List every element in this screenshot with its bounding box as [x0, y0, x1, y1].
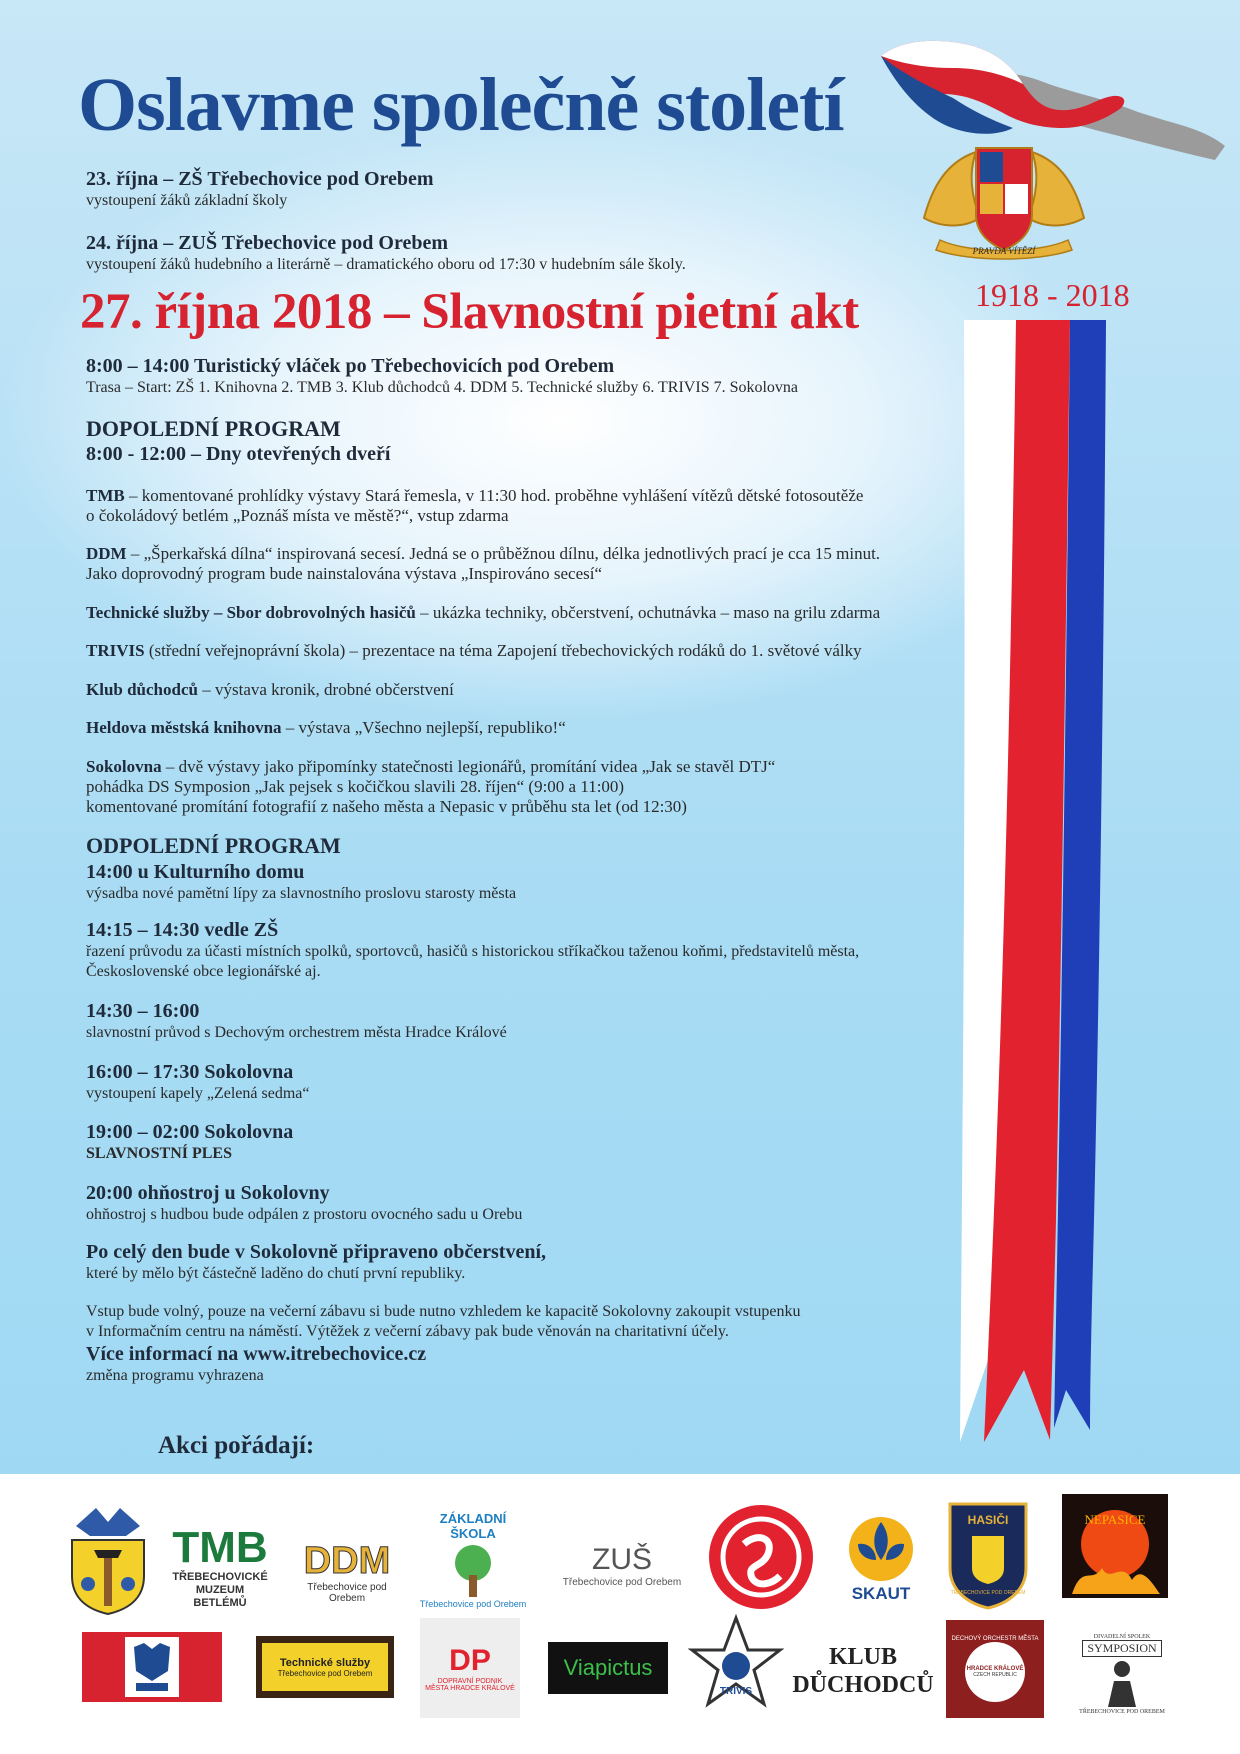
technicke-sluzby-logo [256, 1636, 394, 1698]
afternoon-title [86, 833, 966, 859]
afternoon-item-text: ohňostroj s hudbou bude odpálen z prostoru ovocného sadu u Orebu [86, 1206, 523, 1223]
main-heading: 27. října 2018 – Slavnostní pietní akt [80, 284, 859, 340]
item-name: Sokolovna [86, 757, 162, 776]
item-name: Technické služby – Sbor dobrovolných hasičů [86, 603, 416, 622]
klub-duchodcu-logo [792, 1636, 934, 1706]
symposion-logo-text: SYMPOSION [1082, 1640, 1161, 1657]
refreshments-heading: Po celý den bude v Sokolovně připraveno občerstvení, [86, 1241, 547, 1263]
viapictus-logo-text: Viapictus [563, 1655, 653, 1680]
morning-item [86, 486, 966, 526]
item-name: TMB [86, 486, 125, 505]
item-text: – výstava kronik, drobné občerstvení [197, 680, 454, 699]
anniversary-years: 1918 - 2018 [975, 277, 1130, 313]
lily-icon [846, 1514, 916, 1584]
pre-event-1 [86, 167, 966, 211]
morning-item [86, 680, 966, 700]
footer-line-1: Vstup bude volný, pouze na večerní zábavu si bude nutno vzhledem ke kapacitě Sokolovny zakoupit vstupenku [86, 1303, 801, 1320]
afternoon-item-heading: 14:15 – 14:30 vedle ZŠ [86, 919, 279, 941]
pre-event-text: vystoupení žáků hudebního a literárně – dramatického oboru od 17:30 v hudebním sále školy. [86, 256, 686, 273]
zus-logo-text: ZUŠ [592, 1542, 652, 1576]
morning-item [86, 718, 966, 738]
trivis-logo [688, 1614, 784, 1720]
tmb-logo [166, 1514, 274, 1620]
item-text: – „Šperkařská dílna“ inspirovaná secesí. Jedná se o průběžnou dílnu, délka jednotlivých prací je cca 15 minut. [126, 544, 881, 563]
afternoon-item-text: řazení průvodu za účasti místních spolků, sportovců, hasičů s historickou stříkačkou taženou koňmi, představitelů města, [86, 943, 860, 960]
afternoon-item [86, 1120, 966, 1164]
morning-item [86, 641, 966, 661]
afternoon-item [86, 1181, 966, 1225]
afternoon-item-text: výsadba nové pamětní lípy za slavnostního proslovu starosty města [86, 885, 517, 902]
ddm-logo-text: DDM [303, 1540, 391, 1582]
hasici-logo-sub: TŘEBECHOVICE POD OREBEM [950, 1590, 1026, 1596]
afternoon-item-heading: 20:00 ohňostroj u Sokolovny [86, 1182, 330, 1204]
item-text-2: o čokoládový betlém „Poznáš místa ve městě?“, vstup zdarma [86, 506, 509, 525]
train-route: Trasa – Start: ZŠ 1. Knihovna 2. TMB 3. Klub důchodců 4. DDM 5. Technické služby 6. TRIVIS 7. Sokolovna [86, 379, 799, 396]
morning-item [86, 603, 966, 623]
klub-logo-text: KLUB [828, 1644, 897, 1670]
tricolor-ribbon [960, 320, 1110, 1442]
morning-program [86, 416, 966, 466]
nepasice-logo-text: NEPASICE [1084, 1512, 1146, 1527]
tree-icon [443, 1541, 503, 1599]
morning-item [86, 544, 966, 584]
zus-logo-sub: Třebechovice pod Orebem [562, 1576, 682, 1588]
coat-of-arms [920, 140, 1088, 260]
sokol-logo [708, 1504, 814, 1610]
item-text-2: pohádka DS Symposion „Jak pejsek s kočičkou slavili 28. říjen“ (9:00 a 11:00) [86, 777, 625, 796]
afternoon-item-heading: 19:00 – 02:00 Sokolovna [86, 1121, 294, 1143]
symposion-logo [1070, 1624, 1174, 1724]
item-name: TRIVIS [86, 641, 145, 660]
zs-logo-top: ZÁKLADNÍ ŠKOLA [439, 1511, 507, 1541]
footer-info [86, 1302, 966, 1386]
ts-logo-sub: Třebechovice pod Orebem [277, 1668, 373, 1678]
ts-logo-text: Technické služby [279, 1656, 371, 1669]
afternoon-item [86, 860, 966, 904]
afternoon-item-text: slavnostní průvod s Dechovým orchestrem města Hradce Králové [86, 1024, 507, 1041]
dechovy-orchestr-logo [946, 1620, 1044, 1718]
trivis-logo-text: TRIVIS [719, 1686, 753, 1697]
item-text-3: komentované promítání fotografií z našeho města a Nepasic v průběhu sta let (od 12:30) [86, 797, 687, 816]
dp-logo [420, 1618, 520, 1718]
item-text: – ukázka techniky, občerstvení, ochutnávka – maso na grilu zdarma [415, 603, 881, 622]
item-text: – komentované prohlídky výstavy Stará řemesla, v 11:30 hod. proběhne vyhlášení vítězů dětské fotosoutěže [124, 486, 864, 505]
symposion-logo-top: DIVADELNÍ SPOLEK [1093, 1633, 1151, 1640]
ddm-logo-sub: Třebechovice pod Orebem [307, 1582, 387, 1604]
hasici-logo-text: HASIČI [967, 1513, 1009, 1527]
coat-of-arms-motto: PRAVDA VÍTĚZÍ [972, 246, 1036, 256]
skaut-logo-text: SKAUT [851, 1584, 911, 1603]
item-name: DDM [86, 544, 127, 563]
more-info: Více informací na www.itrebechovice.cz [86, 1343, 427, 1365]
tmb-logo-sub: BETLÉMŮ [193, 1596, 247, 1609]
afternoon-item [86, 918, 966, 982]
orchestr-logo-city: HRADCE KRÁLOVÉ [966, 1666, 1024, 1672]
organizer-logos [0, 1474, 1240, 1754]
item-text: (střední veřejnoprávní škola) – prezentace na téma Zapojení třebechovických rodáků do 1. světové války [144, 641, 862, 660]
owl-flag-logo [82, 1632, 222, 1702]
dp-logo-text: DP [449, 1644, 491, 1677]
owl-icon [130, 1641, 174, 1693]
tmb-logo-sub: TŘEBECHOVICKÉ [172, 1570, 268, 1583]
town-crest-logo [66, 1506, 150, 1616]
morning-item [86, 757, 966, 817]
afternoon-item-heading: 16:00 – 17:30 Sokolovna [86, 1061, 294, 1083]
organizers-label: Akci pořádají: [158, 1432, 315, 1459]
refreshments-text: které by mělo být částečně laděno do chutí první republiky. [86, 1265, 466, 1282]
refreshments [86, 1240, 966, 1284]
klub-logo-text-2: DŮCHODCŮ [792, 1672, 934, 1698]
viapictus-logo [548, 1642, 668, 1694]
footer-line-2: v Informačním centru na náměstí. Výtěžek z večerní zábavy pak bude věnován na charitativní účely. [86, 1323, 729, 1340]
orchestr-logo-sub: CZECH REPUBLIC [973, 1672, 1017, 1678]
orchestr-logo-text: DECHOVÝ ORCHESTR MĚSTA [951, 1636, 1039, 1642]
item-text-2: Jako doprovodný program bude nainstalována výstava „Inspirováno secesí“ [86, 564, 602, 583]
afternoon-item [86, 999, 966, 1043]
tmb-logo-text: TMB [172, 1522, 268, 1572]
zs-logo [418, 1502, 528, 1618]
item-text: – výstava „Všechno nejlepší, republiko!“ [281, 718, 566, 737]
item-text: – dvě výstavy jako připomínky statečnosti legionářů, promítání videa „Jak se stavěl DTJ“ [161, 757, 776, 776]
skaut-logo [836, 1506, 926, 1612]
actor-icon [1092, 1657, 1152, 1709]
zs-logo-bottom: Třebechovice pod Orebem [419, 1599, 527, 1609]
symposion-logo-bottom: TŘEBECHOVICE POD OREBEM [1079, 1708, 1165, 1715]
dp-logo-sub: MĚSTA HRADCE KRÁLOVÉ [425, 1685, 515, 1692]
train-heading: 8:00 – 14:00 Turistický vláček po Třebechovicích pod Orebem [86, 355, 615, 377]
poster-title: Oslavme společně století [78, 63, 844, 147]
morning-title: DOPOLEDNÍ PROGRAM [86, 416, 341, 441]
train-section [86, 354, 966, 398]
ddm-logo [294, 1524, 400, 1620]
morning-subtitle: 8:00 - 12:00 – Dny otevřených dveří [86, 443, 391, 465]
pre-event-2 [86, 231, 966, 275]
program-note: změna programu vyhrazena [86, 1367, 264, 1384]
tmb-logo-sub: MUZEUM [195, 1583, 245, 1596]
zus-logo [552, 1530, 692, 1600]
pre-event-heading: 23. října – ZŠ Třebechovice pod Orebem [86, 168, 434, 190]
afternoon-title-text: ODPOLEDNÍ PROGRAM [86, 833, 341, 858]
afternoon-item-heading: 14:30 – 16:00 [86, 1000, 200, 1022]
afternoon-item-text-2: Československé obce legionářské aj. [86, 963, 321, 980]
hasici-logo [946, 1498, 1030, 1610]
item-name: Heldova městská knihovna [86, 718, 282, 737]
dp-logo-sub: DOPRAVNÍ PODNIK [437, 1678, 503, 1685]
pre-event-heading: 24. října – ZUŠ Třebechovice pod Orebem [86, 232, 449, 254]
pre-event-text: vystoupení žáků základní školy [86, 192, 288, 209]
item-name: Klub důchodců [86, 680, 198, 699]
afternoon-item [86, 1060, 966, 1104]
afternoon-item-heading: 14:00 u Kulturního domu [86, 861, 305, 883]
afternoon-item-text: SLAVNOSTNÍ PLES [86, 1145, 232, 1162]
nepasice-logo [1062, 1494, 1168, 1598]
afternoon-item-text: vystoupení kapely „Zelená sedma“ [86, 1085, 310, 1102]
